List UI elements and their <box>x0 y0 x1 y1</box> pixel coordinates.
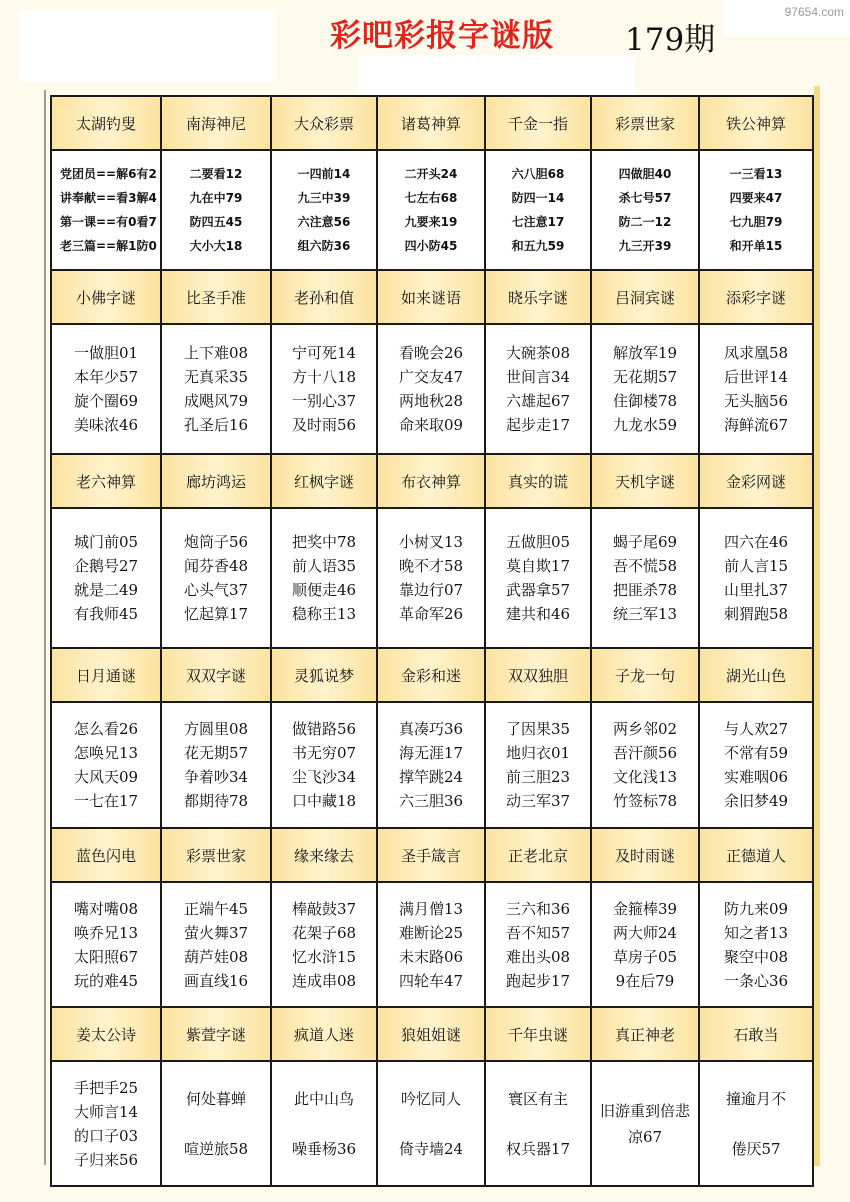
prediction-cell <box>591 150 699 270</box>
prediction-line: 前人言15 <box>723 557 789 575</box>
prediction-line: 怎唤兄13 <box>74 744 139 762</box>
column-header: 正德道人 <box>699 828 813 882</box>
prediction-line: 老三篇==解1防0 <box>60 239 157 253</box>
prediction-line: 花架子68 <box>291 923 357 942</box>
prediction-cell <box>271 324 377 454</box>
prediction-line: 前人语35 <box>291 557 357 575</box>
blank-patch-left <box>20 10 276 82</box>
prediction-line: 四做胆40 <box>618 167 672 181</box>
prediction-line: 六雄起67 <box>505 392 571 410</box>
prediction-line: 小树叉13 <box>398 533 464 551</box>
column-header: 疯道人迷 <box>271 1007 377 1061</box>
column-header: 真实的谎 <box>485 454 591 508</box>
column-header: 圣手箴言 <box>377 828 485 882</box>
column-header: 彩票世家 <box>591 96 699 150</box>
prediction-line: 二要看12 <box>189 167 243 181</box>
prediction-line: 实难咽06 <box>723 768 789 786</box>
column-header: 老六神算 <box>51 454 161 508</box>
prediction-cell <box>485 324 591 454</box>
prediction-line: 棒敲鼓37 <box>291 899 357 918</box>
prediction-line: 心头气37 <box>183 581 249 599</box>
prediction-row <box>51 150 813 270</box>
blank-patch-center <box>357 55 635 95</box>
prediction-line: 前三胆23 <box>505 768 571 786</box>
column-header: 灵狐说梦 <box>271 648 377 702</box>
prediction-cell <box>51 1061 161 1186</box>
prediction-cell <box>377 1061 485 1186</box>
prediction-cell <box>699 702 813 828</box>
column-header: 老孙和值 <box>271 270 377 324</box>
prediction-line: 葫芦娃08 <box>183 947 249 966</box>
prediction-line: 都期待78 <box>183 792 249 810</box>
prediction-cell <box>485 1061 591 1186</box>
prediction-line: 七九胆79 <box>729 215 783 229</box>
column-header: 千金一指 <box>485 96 591 150</box>
prediction-cell <box>271 150 377 270</box>
prediction-line: 吾不知57 <box>505 923 571 942</box>
prediction-line: 做错路56 <box>291 720 357 738</box>
prediction-cell <box>161 702 271 828</box>
prediction-line: 嘴对嘴08 <box>74 899 139 918</box>
prediction-cell <box>161 508 271 648</box>
prediction-line: 吾不慌58 <box>612 557 678 575</box>
prediction-line: 九三开39 <box>618 239 672 253</box>
prediction-line: 手把手25 <box>74 1078 139 1097</box>
prediction-line: 九龙水59 <box>612 416 678 434</box>
prediction-line: 何处暮蝉 <box>185 1089 246 1108</box>
prediction-line: 一四前14 <box>297 167 351 181</box>
prediction-line: 起步走17 <box>505 416 571 434</box>
prediction-line: 九要来19 <box>404 215 458 229</box>
prediction-line: 知之者13 <box>723 923 789 942</box>
prediction-line: 四要来47 <box>729 191 783 205</box>
column-header: 紫萱字谜 <box>161 1007 271 1061</box>
prediction-line: 怎么看26 <box>74 720 139 738</box>
prediction-cell <box>51 324 161 454</box>
prediction-line: 防九来09 <box>723 899 789 918</box>
column-header: 红枫字谜 <box>271 454 377 508</box>
prediction-line: 炮筒子56 <box>183 533 249 551</box>
header-row <box>51 96 813 150</box>
prediction-row <box>51 1061 813 1186</box>
header-row <box>51 828 813 882</box>
riddle-table-body <box>51 96 813 1186</box>
prediction-line: 9在后79 <box>615 971 675 990</box>
prediction-cell <box>377 150 485 270</box>
prediction-line: 三六和36 <box>505 899 571 918</box>
prediction-line: 革命军26 <box>398 605 464 623</box>
prediction-line: 统三军13 <box>612 605 678 623</box>
prediction-line: 命来取09 <box>398 416 464 434</box>
prediction-line: 海无涯17 <box>398 744 464 762</box>
prediction-line: 太阳照67 <box>74 947 139 966</box>
prediction-line: 有我师45 <box>74 605 139 623</box>
prediction-line: 方十八18 <box>291 368 357 386</box>
column-header: 正老北京 <box>485 828 591 882</box>
prediction-line: 宁可死14 <box>291 344 357 362</box>
prediction-line: 撞逾月不 <box>725 1089 786 1108</box>
prediction-line: 未末路06 <box>398 947 464 966</box>
prediction-cell <box>699 1061 813 1186</box>
column-header: 日月通谜 <box>51 648 161 702</box>
prediction-line: 晚不才58 <box>398 557 464 575</box>
prediction-line: 两大师24 <box>612 923 678 942</box>
page-title: 彩吧彩报字谜版 <box>330 18 554 54</box>
prediction-line: 闻芬香48 <box>183 557 249 575</box>
column-header: 晓乐字谜 <box>485 270 591 324</box>
prediction-line: 萤火舞37 <box>183 923 249 942</box>
prediction-line: 七注意17 <box>511 215 565 229</box>
prediction-cell <box>485 882 591 1007</box>
prediction-line: 防四五45 <box>189 215 243 229</box>
column-header: 真正神老 <box>591 1007 699 1061</box>
prediction-line: 倦厌57 <box>731 1139 781 1158</box>
column-header: 蓝色闪电 <box>51 828 161 882</box>
prediction-line: 大碗茶08 <box>505 344 571 362</box>
prediction-line: 世间言34 <box>505 368 571 386</box>
column-header: 大众彩票 <box>271 96 377 150</box>
prediction-cell <box>699 324 813 454</box>
prediction-cell <box>485 702 591 828</box>
prediction-row <box>51 508 813 648</box>
prediction-line: 顺便走46 <box>291 581 357 599</box>
prediction-line: 建共和46 <box>505 605 571 623</box>
prediction-line: 不常有59 <box>723 744 789 762</box>
column-header: 金彩网谜 <box>699 454 813 508</box>
prediction-line: 把奖中78 <box>291 533 357 551</box>
prediction-line: 吾汗颜56 <box>612 744 678 762</box>
prediction-line: 金箍棒39 <box>612 899 678 918</box>
prediction-line: 连成串08 <box>291 971 357 990</box>
prediction-line: 的口子03 <box>74 1126 139 1145</box>
prediction-line: 忆水浒15 <box>291 947 357 966</box>
prediction-line: 两乡邻02 <box>612 720 678 738</box>
prediction-line: 子归来56 <box>74 1150 139 1169</box>
column-header: 湖光山色 <box>699 648 813 702</box>
prediction-line: 大风天09 <box>74 768 139 786</box>
prediction-cell <box>161 324 271 454</box>
prediction-cell <box>161 882 271 1007</box>
prediction-cell <box>377 882 485 1007</box>
column-header: 太湖钓叟 <box>51 96 161 150</box>
prediction-cell <box>271 702 377 828</box>
riddle-table <box>50 95 814 1187</box>
prediction-cell <box>485 508 591 648</box>
prediction-line: 企鹅号27 <box>74 557 139 575</box>
prediction-line: 难断论25 <box>398 923 464 942</box>
prediction-line: 真凑巧36 <box>398 720 464 738</box>
prediction-line: 聚空中08 <box>723 947 789 966</box>
column-header: 吕洞宾谜 <box>591 270 699 324</box>
prediction-line: 党团员==解6有2 <box>60 167 157 181</box>
prediction-cell <box>271 508 377 648</box>
prediction-line: 方圆里08 <box>183 720 249 738</box>
prediction-row <box>51 324 813 454</box>
prediction-line: 噪垂杨36 <box>291 1139 357 1158</box>
prediction-line: 把匪杀78 <box>612 581 678 599</box>
prediction-cell <box>591 702 699 828</box>
prediction-line: 花无期57 <box>183 744 249 762</box>
prediction-row <box>51 882 813 1007</box>
prediction-line: 动三军37 <box>505 792 571 810</box>
prediction-line: 一三看13 <box>729 167 783 181</box>
column-header: 千年虫谜 <box>485 1007 591 1061</box>
prediction-line: 成飓风79 <box>183 392 249 410</box>
prediction-line: 忆起算17 <box>183 605 249 623</box>
issue-number: 179期 <box>625 22 716 58</box>
column-header: 双双字谜 <box>161 648 271 702</box>
prediction-line: 地归衣01 <box>505 744 571 762</box>
prediction-line: 六八胆68 <box>511 167 565 181</box>
column-header: 缘来缘去 <box>271 828 377 882</box>
prediction-line: 九三中39 <box>297 191 351 205</box>
prediction-line: 五做胆05 <box>505 533 571 551</box>
prediction-line: 就是二49 <box>74 581 139 599</box>
prediction-cell <box>161 1061 271 1186</box>
prediction-cell <box>699 882 813 1007</box>
column-header: 子龙一句 <box>591 648 699 702</box>
prediction-line: 四轮车47 <box>398 971 464 990</box>
column-header: 狼姐姐谜 <box>377 1007 485 1061</box>
prediction-line: 四小防45 <box>404 239 458 253</box>
prediction-line: 孔圣后16 <box>183 416 249 434</box>
prediction-line: 与人欢27 <box>723 720 789 738</box>
prediction-cell <box>377 508 485 648</box>
prediction-line: 海鲜流67 <box>723 416 789 434</box>
prediction-line: 口中藏18 <box>291 792 357 810</box>
prediction-cell <box>271 882 377 1007</box>
column-header: 铁公神算 <box>699 96 813 150</box>
column-header: 双双独胆 <box>485 648 591 702</box>
prediction-line: 九在中79 <box>189 191 243 205</box>
header-row <box>51 454 813 508</box>
prediction-line: 喧逆旅58 <box>183 1139 249 1158</box>
prediction-line: 唤乔兄13 <box>74 923 139 942</box>
prediction-cell <box>485 150 591 270</box>
prediction-line: 画直线16 <box>183 971 249 990</box>
column-header: 如来谜语 <box>377 270 485 324</box>
prediction-line: 六三胆36 <box>398 792 464 810</box>
prediction-cell <box>51 508 161 648</box>
column-header: 天机字谜 <box>591 454 699 508</box>
prediction-line: 文化浅13 <box>612 768 678 786</box>
site-watermark: 97654.com <box>784 5 844 19</box>
prediction-line: 一七在17 <box>74 792 139 810</box>
prediction-cell <box>51 150 161 270</box>
prediction-line: 二开头24 <box>404 167 458 181</box>
prediction-line: 旧游重到倍悲凉67 <box>599 1101 690 1146</box>
column-header: 彩票世家 <box>161 828 271 882</box>
prediction-line: 解放军19 <box>612 344 678 362</box>
prediction-line: 大小大18 <box>189 239 243 253</box>
prediction-line: 无头脑56 <box>723 392 789 410</box>
column-header: 比圣手准 <box>161 270 271 324</box>
prediction-line: 倚寺墙24 <box>398 1139 464 1158</box>
prediction-line: 余旧梦49 <box>723 792 789 810</box>
prediction-line: 防四一14 <box>511 191 565 205</box>
column-header: 及时雨谜 <box>591 828 699 882</box>
prediction-line: 无真采35 <box>183 368 249 386</box>
prediction-line: 山里扎37 <box>723 581 789 599</box>
prediction-line: 凤求凰58 <box>723 344 789 362</box>
prediction-row <box>51 702 813 828</box>
prediction-line: 书无穷07 <box>291 744 357 762</box>
prediction-line: 了因果35 <box>505 720 571 738</box>
column-header: 添彩字谜 <box>699 270 813 324</box>
prediction-line: 和开单15 <box>729 239 783 253</box>
left-border-line <box>44 90 46 1165</box>
prediction-line: 四六在46 <box>723 533 789 551</box>
prediction-line: 旋个圈69 <box>74 392 139 410</box>
prediction-line: 稳称王13 <box>291 605 357 623</box>
prediction-line: 住御楼78 <box>612 392 678 410</box>
prediction-cell <box>51 882 161 1007</box>
prediction-line: 莫自欺17 <box>505 557 571 575</box>
prediction-line: 美味浓46 <box>74 416 139 434</box>
column-header: 布衣神算 <box>377 454 485 508</box>
prediction-line: 撑竿跳24 <box>398 768 464 786</box>
prediction-line: 六注意56 <box>297 215 351 229</box>
prediction-line: 吟忆同人 <box>400 1089 461 1108</box>
prediction-cell <box>591 508 699 648</box>
prediction-line: 看晚会26 <box>398 344 464 362</box>
prediction-cell <box>377 702 485 828</box>
prediction-line: 两地秋28 <box>398 392 464 410</box>
prediction-line: 难出头08 <box>505 947 571 966</box>
prediction-line: 权兵器17 <box>505 1139 571 1158</box>
prediction-line: 第一课==有0看7 <box>60 215 157 229</box>
prediction-line: 组六防36 <box>297 239 351 253</box>
prediction-line: 一别心37 <box>291 392 357 410</box>
header-row <box>51 270 813 324</box>
prediction-line: 刺猬跑58 <box>723 605 789 623</box>
prediction-cell <box>161 150 271 270</box>
prediction-cell <box>591 324 699 454</box>
prediction-line: 尘飞沙34 <box>291 768 357 786</box>
prediction-line: 七左右68 <box>404 191 458 205</box>
header-row <box>51 1007 813 1061</box>
header-row <box>51 648 813 702</box>
prediction-line: 本年少57 <box>74 368 139 386</box>
prediction-cell <box>699 150 813 270</box>
prediction-cell <box>591 882 699 1007</box>
column-header: 廊坊鸿运 <box>161 454 271 508</box>
column-header: 石敢当 <box>699 1007 813 1061</box>
prediction-cell <box>51 702 161 828</box>
prediction-line: 防二一12 <box>618 215 672 229</box>
prediction-line: 寰区有主 <box>507 1089 568 1108</box>
prediction-line: 后世评14 <box>723 368 789 386</box>
prediction-line: 广交友47 <box>398 368 464 386</box>
column-header: 南海神尼 <box>161 96 271 150</box>
prediction-line: 武器拿57 <box>505 581 571 599</box>
column-header: 金彩和迷 <box>377 648 485 702</box>
prediction-line: 上下难08 <box>183 344 249 362</box>
right-border-strip <box>814 86 820 1166</box>
column-header: 小佛字谜 <box>51 270 161 324</box>
prediction-cell <box>377 324 485 454</box>
prediction-line: 靠边行07 <box>398 581 464 599</box>
prediction-line: 杀七号57 <box>618 191 672 205</box>
prediction-cell <box>591 1061 699 1186</box>
prediction-line: 讲奉献==看3解4 <box>60 191 157 205</box>
column-header: 姜太公诗 <box>51 1007 161 1061</box>
prediction-line: 一做胆01 <box>74 344 139 362</box>
prediction-line: 满月僧13 <box>398 899 464 918</box>
prediction-cell <box>699 508 813 648</box>
prediction-line: 蝎子尾69 <box>612 533 678 551</box>
prediction-line: 草房子05 <box>612 947 678 966</box>
prediction-line: 城门前05 <box>74 533 139 551</box>
prediction-line: 无花期57 <box>612 368 678 386</box>
prediction-line: 正端午45 <box>183 899 249 918</box>
prediction-line: 竹签标78 <box>612 792 678 810</box>
column-header: 诸葛神算 <box>377 96 485 150</box>
prediction-line: 及时雨56 <box>291 416 357 434</box>
prediction-line: 此中山鸟 <box>293 1089 354 1108</box>
prediction-line: 玩的难45 <box>74 971 139 990</box>
prediction-line: 大师言14 <box>74 1102 139 1121</box>
prediction-cell <box>271 1061 377 1186</box>
prediction-line: 和五九59 <box>511 239 565 253</box>
prediction-line: 争着吵34 <box>183 768 249 786</box>
prediction-line: 跑起步17 <box>505 971 571 990</box>
prediction-line: 一条心36 <box>723 971 789 990</box>
